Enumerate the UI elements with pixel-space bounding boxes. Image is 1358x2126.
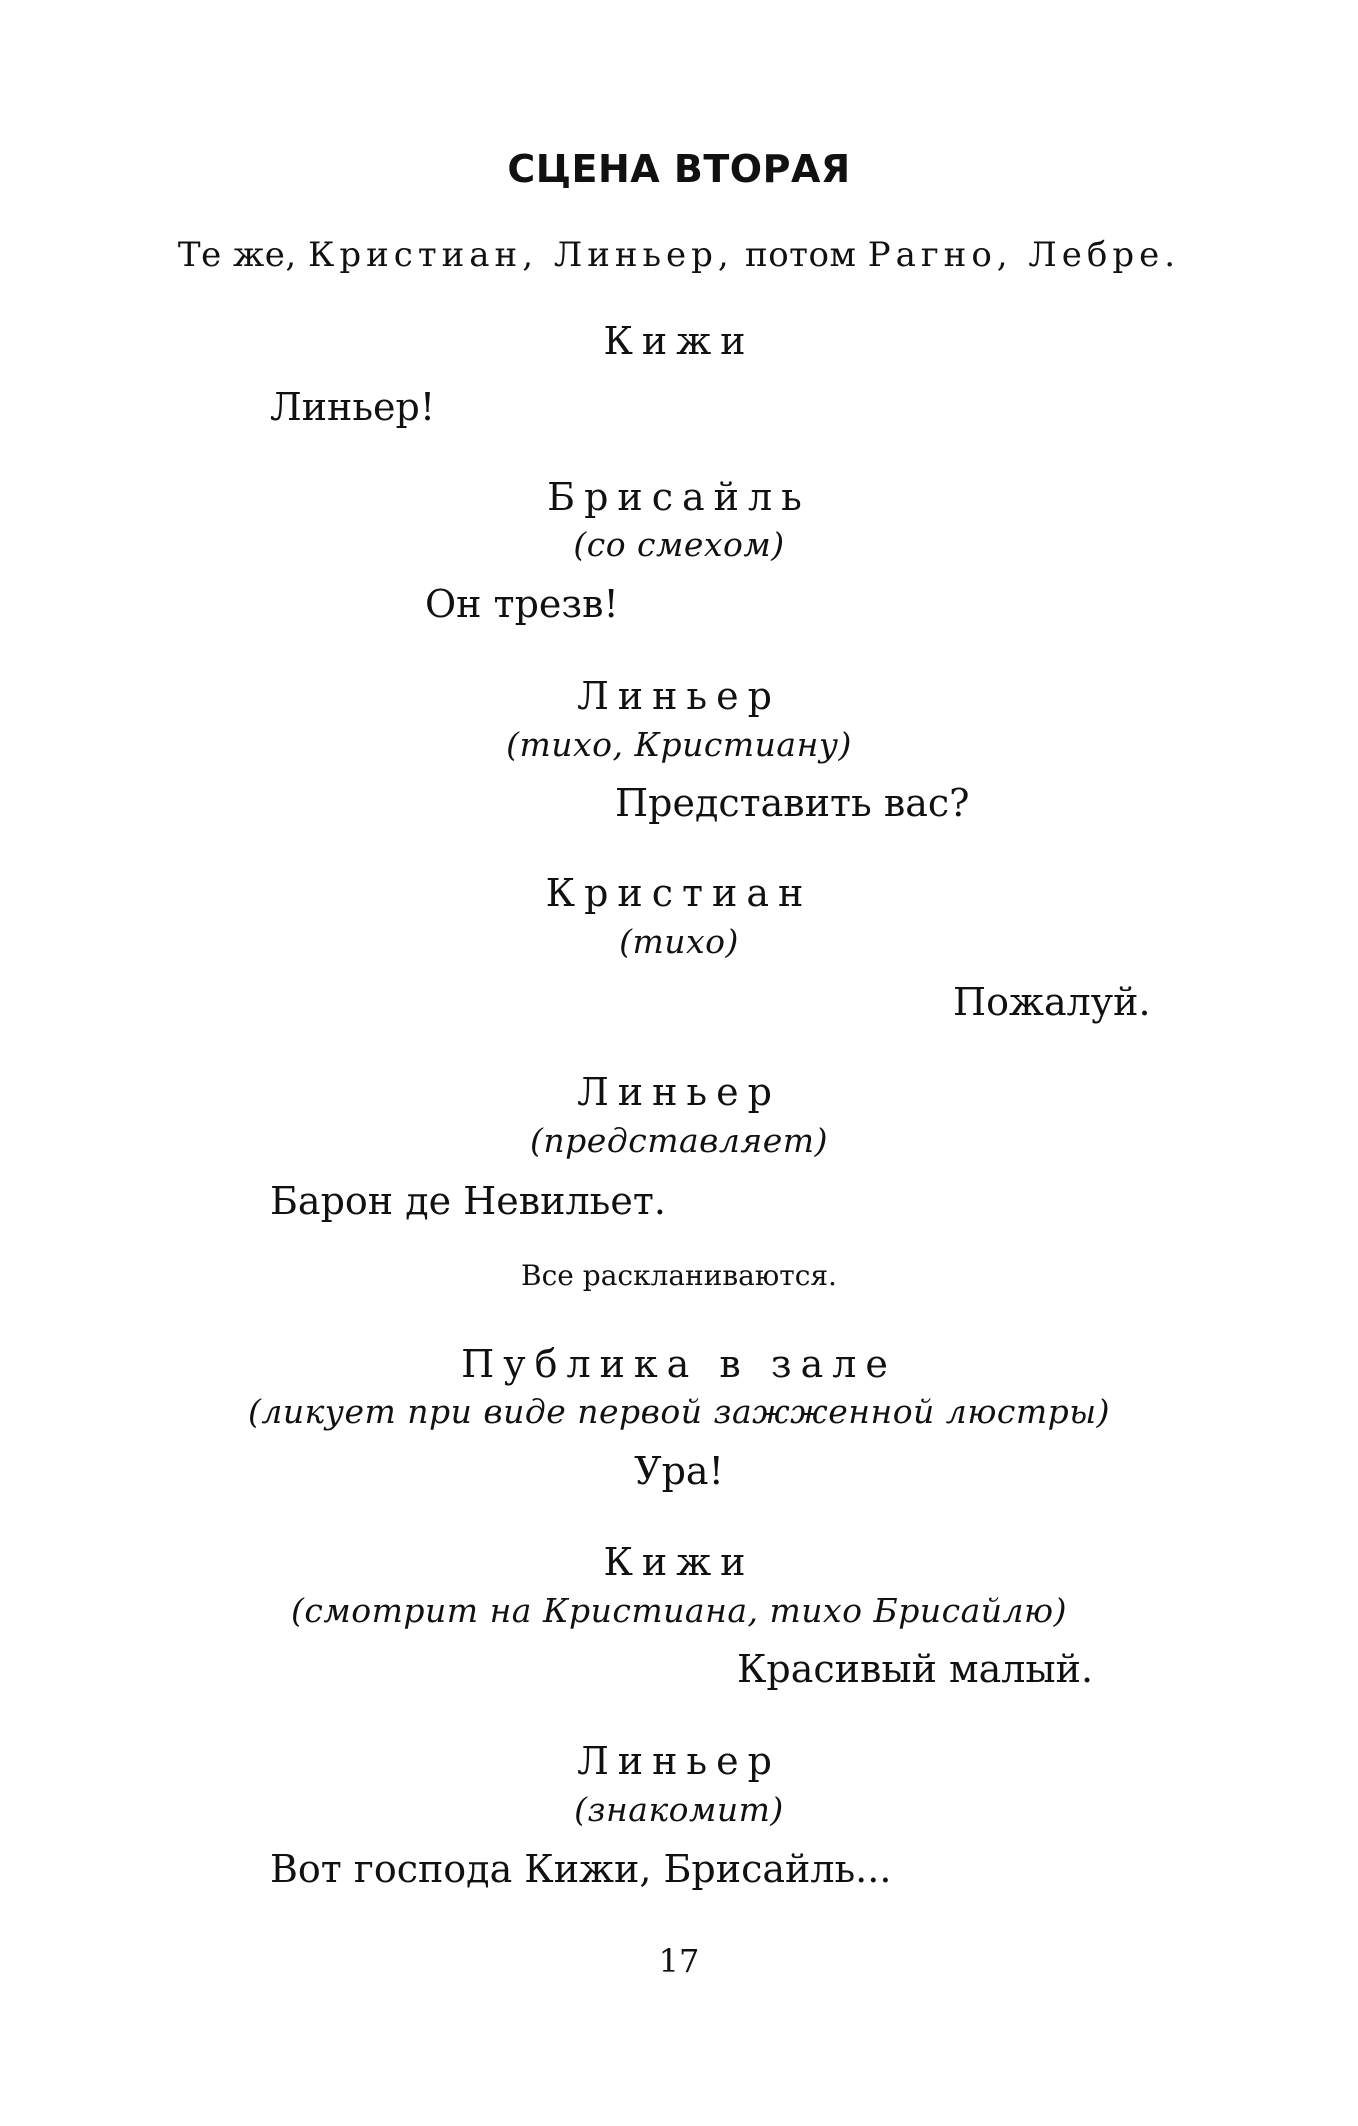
page-number: 17 (658, 1942, 700, 1980)
dialogue-line: Красивый малый. (737, 1647, 1094, 1691)
stage-direction: (смотрит на Кристиана, тихо Брисайлю) (291, 1591, 1067, 1630)
speaker-name: Публика в зале (461, 1342, 897, 1386)
speaker-name: Брисайль (547, 475, 811, 519)
cast-list (0, 235, 1358, 275)
speaker-name: Кижи (603, 1540, 755, 1584)
cast-prefix: Те же, (177, 235, 297, 275)
stage-direction: (представляет) (530, 1121, 828, 1160)
stage-direction: (со смехом) (573, 525, 785, 564)
cast-names: Кристиан, Линьер, (308, 235, 734, 275)
dialogue-line: Вот господа Кижи, Брисайль... (270, 1847, 892, 1891)
stage-direction: (знакомит) (574, 1790, 784, 1829)
speaker-name: Линьер (577, 674, 781, 718)
dialogue-line: Линьер! (270, 385, 436, 429)
dialogue-line: Ура! (634, 1449, 724, 1493)
dialogue-line: Пожалуй. (953, 980, 1151, 1024)
stage-direction: (ликует при виде первой зажженной люстры) (247, 1392, 1111, 1431)
stage-direction: Все раскланиваются. (521, 1259, 837, 1292)
cast-names-2: Рагно, Лебре. (867, 235, 1181, 275)
speaker-name: Линьер (577, 1070, 781, 1114)
speaker-name: Линьер (577, 1739, 781, 1783)
cast-then: потом (745, 235, 857, 275)
dialogue-line: Представить вас? (615, 781, 970, 825)
dialogue-line: Барон де Невильет. (270, 1179, 666, 1223)
speaker-name: Кристиан (545, 871, 813, 915)
stage-direction: (тихо) (619, 922, 739, 961)
speaker-name: Кижи (603, 319, 755, 363)
scene-title: СЦЕНА ВТОРАЯ (507, 147, 851, 191)
stage-direction: (тихо, Кристиану) (506, 725, 852, 764)
dialogue-line: Он трезв! (425, 582, 619, 626)
